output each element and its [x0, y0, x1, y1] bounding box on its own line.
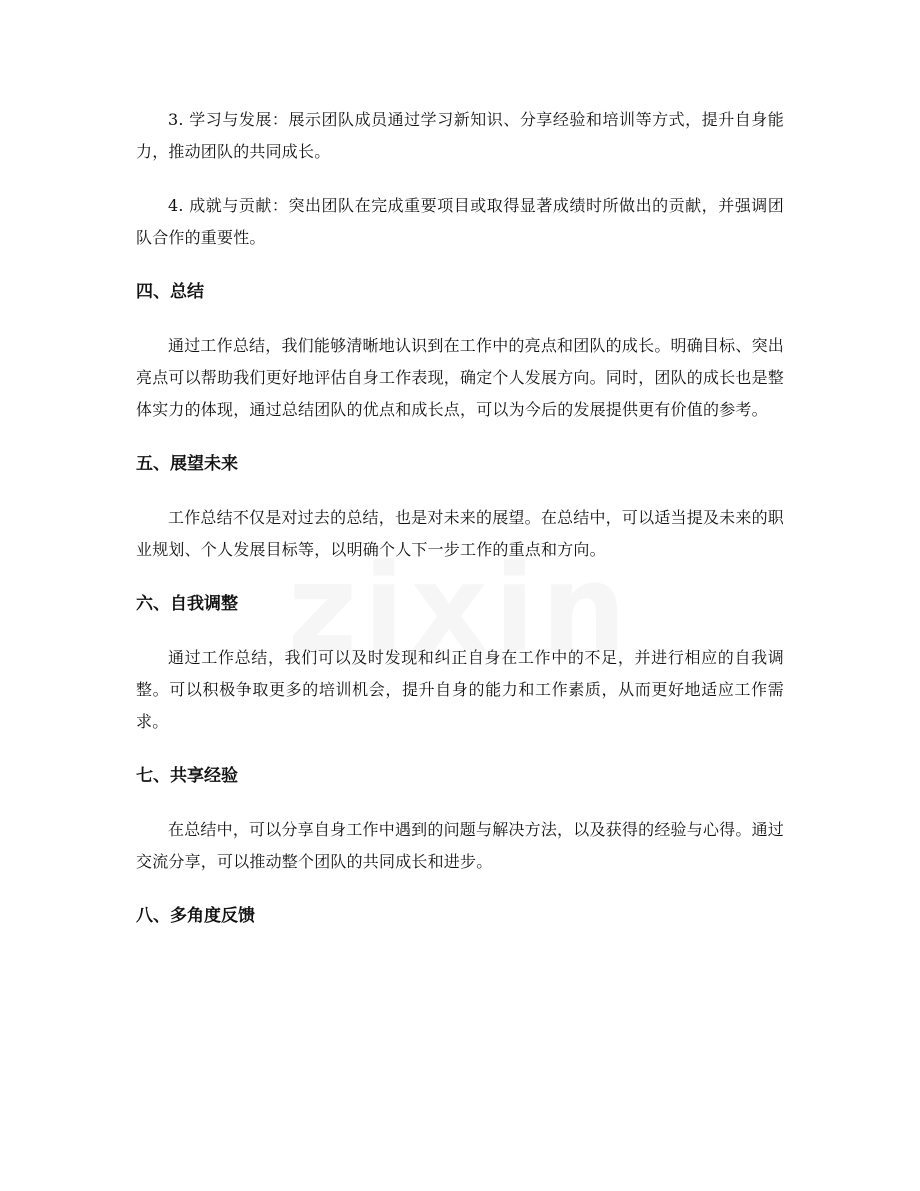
heading-self-adjustment: 六、自我调整 [136, 594, 238, 614]
paragraph-share-experience: 在总结中，可以分享自身工作中遇到的问题与解决方法，以及获得的经验与心得。通过交流分享，可以推动整个团队的共同成长和进步。 [136, 820, 784, 871]
heading-share-experience: 七、共享经验 [136, 766, 238, 786]
heading-outlook: 五、展望未来 [136, 454, 238, 474]
paragraph-summary: 通过工作总结，我们能够清晰地认识到在工作中的亮点和团队的成长。明确目标、突出亮点可以帮助我们更好地评估自身工作表现，确定个人发展方向。同时，团队的成长也是整体实力的体现，通过总结团队的优点和成长点，可以为今后的发展提供更有价值的参考。 [136, 336, 785, 419]
document-body [136, 104, 784, 954]
paragraph-outlook: 工作总结不仅是对过去的总结，也是对未来的展望。在总结中，可以适当提及未来的职业规划、个人发展目标等，以明确个人下一步工作的重点和方向。 [136, 508, 784, 559]
heading-summary: 四、总结 [136, 282, 204, 302]
paragraph-achievement-contribution: 4. 成就与贡献：突出团队在完成重要项目或取得显著成绩时所做出的贡献，并强调团队合作的重要性。 [136, 196, 784, 247]
paragraph-learning-development: 3. 学习与发展：展示团队成员通过学习新知识、分享经验和培训等方式，提升自身能力，推动团队的共同成长。 [136, 110, 784, 161]
heading-multi-angle-feedback: 八、多角度反馈 [136, 906, 255, 926]
paragraph-self-adjustment: 通过工作总结，我们可以及时发现和纠正自身在工作中的不足，并进行相应的自我调整。可以积极争取更多的培训机会，提升自身的能力和工作素质，从而更好地适应工作需求。 [136, 648, 784, 731]
